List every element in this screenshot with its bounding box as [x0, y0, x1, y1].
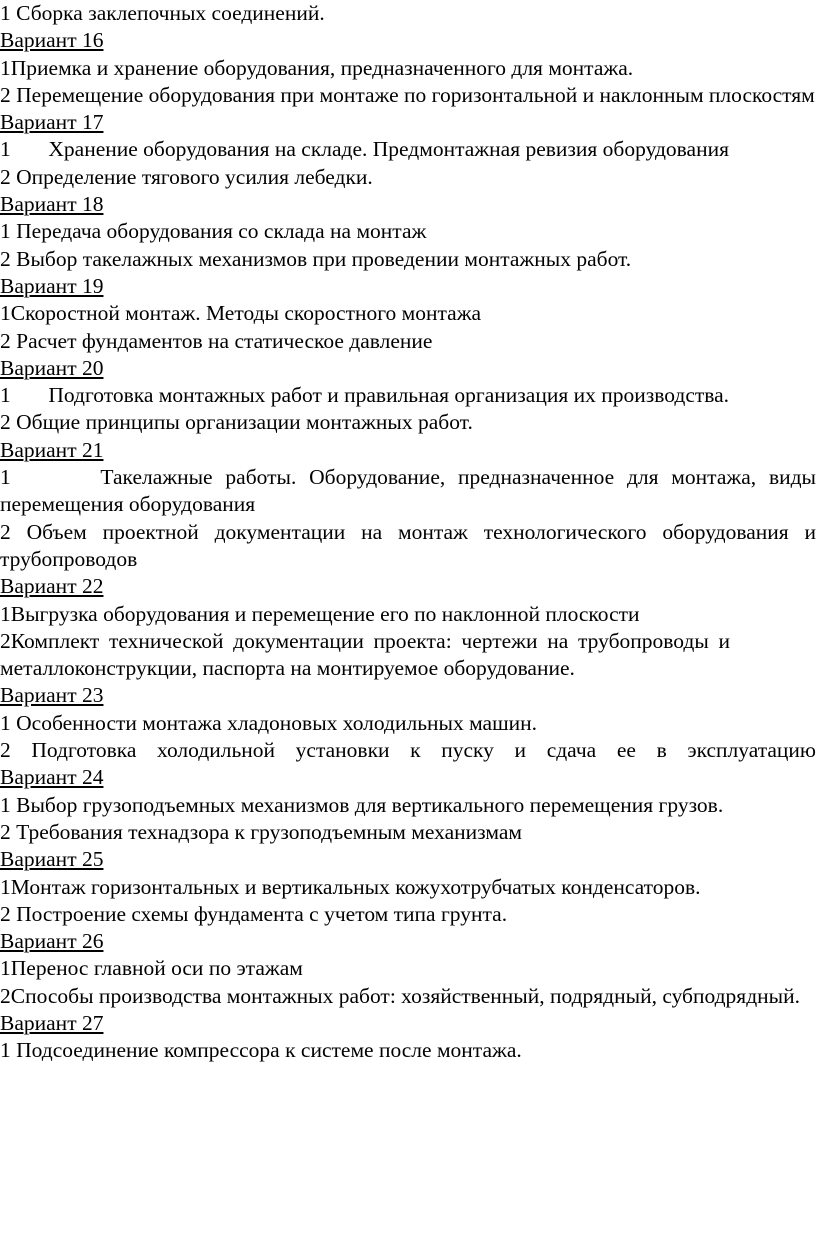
question-item: 1 Сборка заклепочных соединений. — [0, 1, 325, 25]
question-item: 2 Общие принципы организации монтажных работ. — [0, 410, 473, 435]
question-item: 2 Определение тягового усилия лебедки. — [0, 164, 373, 189]
question-item: 1 Особенности монтажа хладоновых холодильных машин. — [0, 710, 538, 735]
question-item: 1Перенос главной оси по этажам — [0, 956, 303, 981]
variant-heading: Вариант 20 — [0, 355, 104, 380]
question-item: 2 Построение схемы фундамента с учетом типа грунта. — [0, 901, 508, 926]
question-item: 1 Подготовка монтажных работ и правильная организация их производства. — [0, 383, 730, 408]
variant-heading: Вариант 24 — [0, 765, 104, 790]
question-item: 2Комплект технической документации проекта: чертежи на трубопроводы и металлоконструкции, паспорта на монтируемое оборудование. — [0, 628, 730, 681]
variant-heading: Вариант 26 — [0, 929, 104, 954]
question-item: 2 Объем проектной документации на монтаж технологического оборудования и трубопроводов — [0, 519, 816, 571]
question-item: 2Способы производства монтажных работ: хозяйственный, подрядный, субподрядный. — [0, 983, 800, 1008]
variant-heading: Вариант 21 — [0, 437, 104, 462]
variant-heading: Вариант 22 — [0, 574, 104, 599]
variant-heading: Вариант 18 — [0, 192, 104, 217]
variant-heading: Вариант 25 — [0, 847, 104, 872]
question-item: 1 Выбор грузоподъемных механизмов для вертикального перемещения грузов. — [0, 792, 724, 817]
variant-heading: Вариант 16 — [0, 28, 104, 53]
variant-heading: Вариант 23 — [0, 683, 104, 708]
question-item: 2 Подготовка холодильной установки к пуску и сдача ее в эксплуатацию — [0, 738, 816, 763]
question-item: 1Скоростной монтаж. Методы скоростного монтажа — [0, 301, 482, 326]
question-item: 2 Требования технадзора к грузоподъемным механизмам — [0, 819, 522, 844]
question-item: 1Приемка и хранение оборудования, предназначенного для монтажа. — [0, 55, 634, 80]
question-item: 1 Хранение оборудования на складе. Предмонтажная ревизия оборудования — [0, 137, 729, 162]
variant-heading: Вариант 19 — [0, 273, 104, 298]
question-item: 2 Выбор такелажных механизмов при проведении монтажных работ. — [0, 246, 632, 271]
variant-heading: Вариант 17 — [0, 110, 104, 135]
question-item: 1 Такелажные работы. Оборудование, предназначенное для монтажа, виды перемещения оборудования — [0, 465, 816, 517]
question-item: 2 Перемещение оборудования при монтаже по горизонтальной и наклонным плоскостям — [0, 82, 815, 107]
question-item: 1 Передача оборудования со склада на монтаж — [0, 219, 427, 244]
question-item: 1 Подсоединение компрессора к системе после монтажа. — [0, 1038, 522, 1063]
question-item: 1Выгрузка оборудования и перемещение его по наклонной плоскости — [0, 601, 640, 626]
variant-heading: Вариант 27 — [0, 1010, 104, 1035]
question-item: 1Монтаж горизонтальных и вертикальных кожухотрубчатых конденсаторов. — [0, 874, 701, 899]
question-item: 2 Расчет фундаментов на статическое давление — [0, 328, 433, 353]
